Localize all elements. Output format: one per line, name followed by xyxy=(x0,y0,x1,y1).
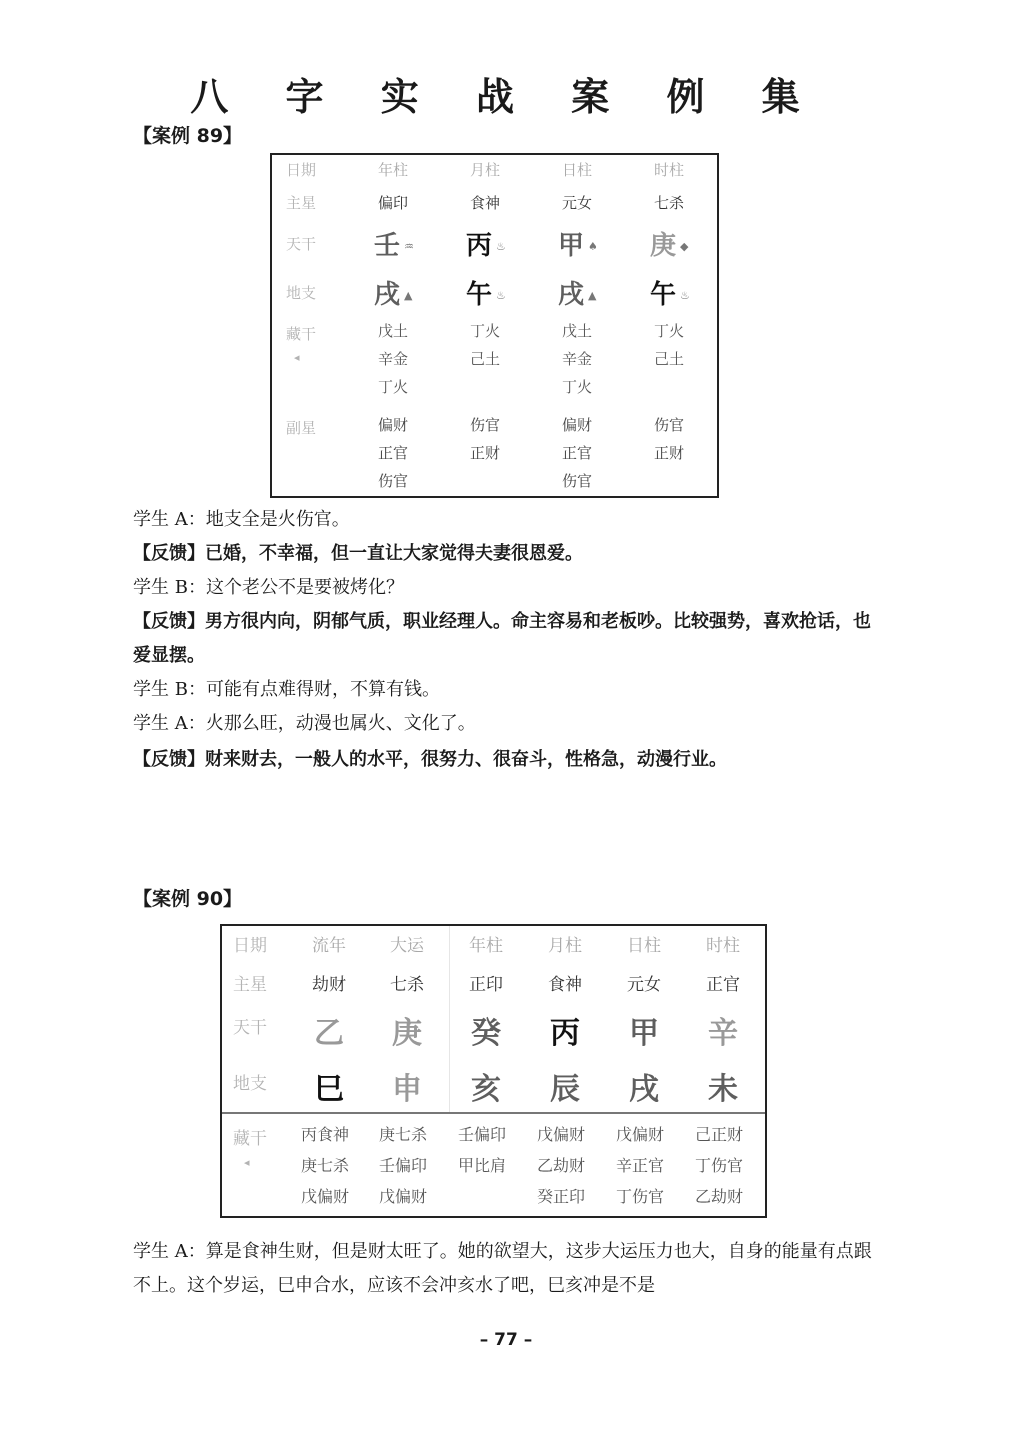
earth-element-icon: ▲ xyxy=(588,289,597,302)
hidden-stem: 丙食神 xyxy=(301,1125,350,1144)
sub-stars xyxy=(562,411,592,495)
heavenly-stem: 庚 xyxy=(392,1016,422,1051)
hidden-stem: 甲比肩 xyxy=(458,1156,507,1175)
case-89-heading: 【案例 89】 xyxy=(133,125,243,147)
heavenly-stem: 辛 xyxy=(708,1016,738,1051)
hidden-stem: 壬偏印 xyxy=(458,1125,507,1144)
collapse-arrow-icon: ◂ xyxy=(244,1156,250,1169)
sub-star: 偏财 xyxy=(378,416,409,434)
hidden-stem: 丁伤官 xyxy=(616,1187,665,1206)
column-header: 日柱 xyxy=(562,161,593,179)
heavenly-stem: 乙 xyxy=(314,1016,344,1051)
sub-star: 伤官 xyxy=(378,472,409,490)
case-89-chart xyxy=(270,153,719,498)
column-header: 流年 xyxy=(312,936,346,956)
case-90-heading: 【案例 90】 xyxy=(133,888,243,910)
sub-star: 伤官 xyxy=(562,472,593,490)
main-star: 七杀 xyxy=(390,975,424,995)
fire-element-icon: ♨ xyxy=(680,289,690,302)
hidden-stem: 戊偏财 xyxy=(616,1125,665,1144)
page-title: 八 字 实 战 案 例 集 xyxy=(190,75,822,119)
hidden-stem: 庚七杀 xyxy=(301,1156,350,1175)
row-label-heavenly-stem: 天干 xyxy=(286,235,317,253)
hidden-stem: 戊土 xyxy=(378,322,409,340)
main-star: 七杀 xyxy=(654,194,685,212)
sub-star: 正财 xyxy=(470,444,501,462)
dialogue-line: 学生 B：可能有点难得财，不算有钱。 xyxy=(133,679,440,700)
main-star: 劫财 xyxy=(312,975,346,995)
hidden-stem: 己正财 xyxy=(695,1125,744,1144)
column-header: 大运 xyxy=(390,936,424,956)
hidden-stem: 丁火 xyxy=(470,322,501,340)
heavenly-stem: 壬 ♒ xyxy=(374,231,414,261)
heavenly-stem: 甲 ♠ xyxy=(558,231,598,261)
hidden-stem: 戊偏财 xyxy=(537,1125,586,1144)
hidden-stems xyxy=(301,1119,349,1212)
sub-star: 正官 xyxy=(562,444,593,462)
earthly-branch: 午 ♨ xyxy=(650,280,690,310)
sub-stars xyxy=(470,411,500,467)
row-label-hidden-stems: 藏干 xyxy=(233,1129,267,1149)
hidden-stem: 丁火 xyxy=(378,378,409,396)
feedback-line: 【反馈】已婚，不幸福，但一直让大家觉得夫妻很恩爱。 xyxy=(133,543,583,564)
sub-star: 伤官 xyxy=(654,416,685,434)
main-star: 偏印 xyxy=(378,194,409,212)
sub-stars xyxy=(654,411,684,467)
row-label-earthly-branch: 地支 xyxy=(286,284,317,302)
earthly-branch: 辰 xyxy=(550,1072,580,1107)
hidden-stem: 戊偏财 xyxy=(301,1187,350,1206)
hidden-stem: 辛金 xyxy=(378,350,409,368)
heavenly-stem: 丙 ♨ xyxy=(466,231,506,261)
column-header: 月柱 xyxy=(548,936,582,956)
hidden-stem: 乙劫财 xyxy=(695,1187,744,1206)
row-label-date: 日期 xyxy=(233,936,267,956)
column-header: 时柱 xyxy=(654,161,685,179)
hidden-stem: 辛金 xyxy=(562,350,593,368)
earthly-branch: 未 xyxy=(708,1072,738,1107)
row-label-date: 日期 xyxy=(286,161,317,179)
heavenly-stem: 甲 xyxy=(629,1016,659,1051)
hidden-stems xyxy=(378,317,408,401)
earth-element-icon: ▲ xyxy=(404,289,413,302)
main-star: 食神 xyxy=(548,975,582,995)
hidden-stem: 庚七杀 xyxy=(379,1125,428,1144)
earthly-branch: 戌 ▲ xyxy=(374,280,413,310)
heavenly-stem: 癸 xyxy=(471,1016,501,1051)
column-header: 日柱 xyxy=(627,936,661,956)
main-star: 元女 xyxy=(627,975,661,995)
row-divider xyxy=(222,1112,765,1114)
main-star: 正印 xyxy=(469,975,503,995)
wood-element-icon: ♠ xyxy=(588,240,598,253)
collapse-arrow-icon: ◂ xyxy=(294,351,300,364)
row-label-earthly-branch: 地支 xyxy=(233,1074,267,1094)
hidden-stems xyxy=(562,317,592,401)
water-element-icon: ♒ xyxy=(404,240,414,253)
hidden-stem: 壬偏印 xyxy=(379,1156,428,1175)
dialogue-line: 学生 A：地支全是火伤官。 xyxy=(133,509,350,530)
row-label-sub-star: 副星 xyxy=(286,419,317,437)
dialogue-line: 学生 A：火那么旺，动漫也属火、文化了。 xyxy=(133,713,476,734)
column-header: 时柱 xyxy=(706,936,740,956)
main-star: 正官 xyxy=(706,975,740,995)
page-number: – 77 – xyxy=(479,1330,533,1350)
sub-star: 伤官 xyxy=(470,416,501,434)
hidden-stem: 丁伤官 xyxy=(695,1156,744,1175)
hidden-stem: 己土 xyxy=(654,350,685,368)
hidden-stem: 丁火 xyxy=(562,378,593,396)
earthly-branch: 亥 xyxy=(471,1072,501,1107)
main-star: 食神 xyxy=(470,194,501,212)
column-header: 年柱 xyxy=(378,161,409,179)
feedback-line: 【反馈】男方很内向，阴郁气质，职业经理人。命主容易和老板吵。比较强势，喜欢抢话，也爱显摆。 xyxy=(133,611,871,666)
earthly-branch: 午 ♨ xyxy=(466,280,506,310)
hidden-stem: 己土 xyxy=(470,350,501,368)
dialogue-line: 学生 B：这个老公不是要被烤化？ xyxy=(133,577,404,598)
heavenly-stem: 丙 xyxy=(550,1016,580,1051)
column-header: 月柱 xyxy=(470,161,501,179)
column-divider xyxy=(449,926,450,1112)
hidden-stems xyxy=(654,317,684,373)
metal-element-icon: ◆ xyxy=(680,240,689,253)
hidden-stems xyxy=(458,1119,506,1181)
hidden-stems xyxy=(379,1119,427,1212)
hidden-stem: 戊土 xyxy=(562,322,593,340)
hidden-stem: 癸正印 xyxy=(537,1187,586,1206)
dialogue-line: 学生 A：算是食神生财，但是财太旺了。她的欲望大，这步大运压力也大，自身的能量有点跟不上。这个岁运，巳申合水，应该不会冲亥水了吧，巳亥冲是不是 xyxy=(133,1241,872,1296)
case-90-chart xyxy=(220,924,767,1218)
fire-element-icon: ♨ xyxy=(496,289,506,302)
row-label-main-star: 主星 xyxy=(233,975,267,995)
sub-star: 正财 xyxy=(654,444,685,462)
fire-element-icon: ♨ xyxy=(496,240,506,253)
heavenly-stem: 庚 ◆ xyxy=(650,231,689,261)
hidden-stems xyxy=(470,317,500,373)
row-label-main-star: 主星 xyxy=(286,194,317,212)
hidden-stem: 辛正官 xyxy=(616,1156,665,1175)
hidden-stem: 戊偏财 xyxy=(379,1187,428,1206)
column-header: 年柱 xyxy=(469,936,503,956)
row-label-hidden-stems: 藏干 xyxy=(286,325,317,343)
hidden-stem: 乙劫财 xyxy=(537,1156,586,1175)
sub-star: 正官 xyxy=(378,444,409,462)
sub-star: 偏财 xyxy=(562,416,593,434)
earthly-branch: 戌 ▲ xyxy=(558,280,597,310)
hidden-stems xyxy=(616,1119,664,1212)
earthly-branch: 戌 xyxy=(629,1072,659,1107)
row-label-heavenly-stem: 天干 xyxy=(233,1018,267,1038)
main-star: 元女 xyxy=(562,194,593,212)
feedback-line: 【反馈】财来财去，一般人的水平，很努力、很奋斗，性格急，动漫行业。 xyxy=(133,749,727,770)
hidden-stem: 丁火 xyxy=(654,322,685,340)
sub-stars xyxy=(378,411,408,495)
earthly-branch: 申 xyxy=(392,1072,422,1107)
hidden-stems xyxy=(537,1119,585,1212)
earthly-branch: 巳 xyxy=(314,1072,344,1107)
hidden-stems xyxy=(695,1119,743,1212)
